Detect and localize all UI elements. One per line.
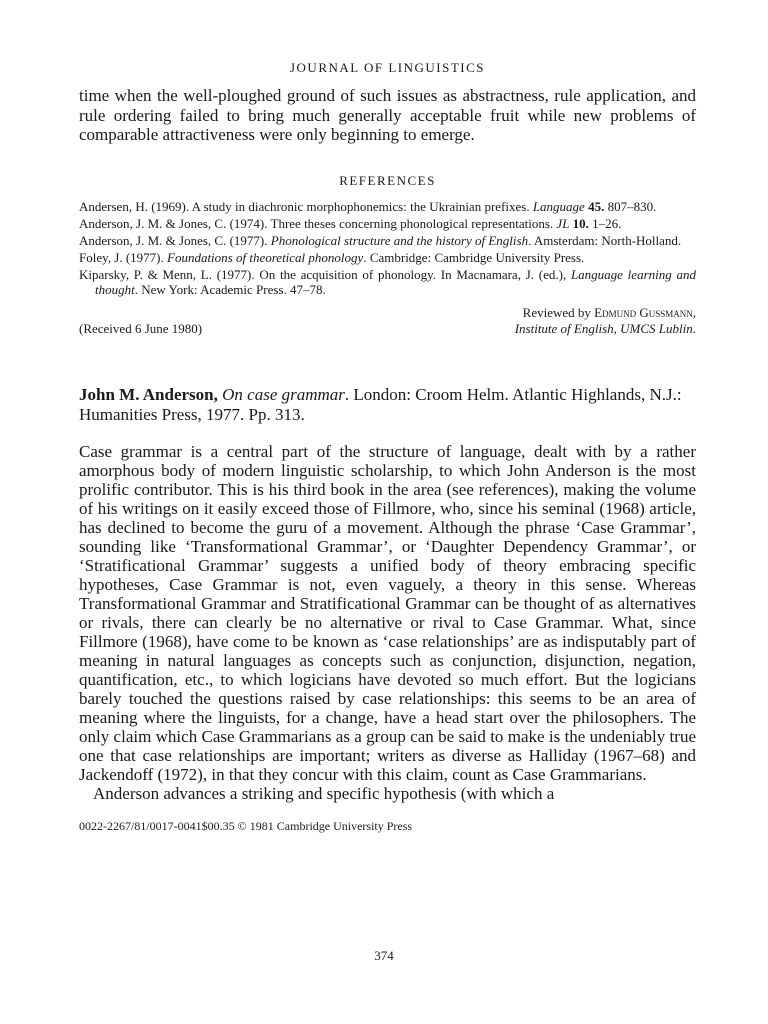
intro-paragraph: time when the well-ploughed ground of such issues as abstractness, rule application, and rule ordering failed to bring much generally acceptable fruit while new problems of comparable attractiveness were only beginning to emerge.	[79, 86, 696, 144]
body-paragraph: Case grammar is a central part of the structure of language, dealt with by a rather amorphous body of modern linguistic scholarship, to which John Anderson is the most prolific contributor. This is his third book in the area (see references), making the volume of his writings on it easily exceed those of Fillmore, who, since his seminal (1968) article, has declined to become the guru of a movement. Although the phrase ‘Case Grammar’, sounding like ‘Transformational Grammar’, or ‘Daughter Dependency Grammar’, or ‘Stratificational Grammar’ suggests a unified body of theory embracing specific hypotheses, Case Grammar is not, even vaguely, a theory in this sense. Whereas Transformational Grammar and Stratificational Grammar can be thought of as alternatives or rivals, there can clearly be no alternative or rival to Case Grammar. What, since Fillmore (1968), have come to be known as ‘case relationships’ are as indisputably part of meaning in natural languages as concepts such as conjunction, disjunction, negation, quantification, etc., to which logicians have devoted so much effort. But the logicians barely touched the questions raised by case relationships: this seems to be an area of meaning where the linguists, for a change, have a head start over the philosophers. The only claim which Case Grammarians as a group can be said to make is the undeniably true one that case relationships are important; writers as diverse as Halliday (1967–68) and Jackendoff (1972), in that they concur with this claim, count as Case Grammarians.	[79, 441, 696, 784]
review-body	[79, 442, 696, 803]
references-title: REFERENCES	[339, 172, 436, 188]
reviewer-prefix: Reviewed by	[522, 304, 595, 320]
reference-item: Anderson, J. M. & Jones, C. (1974). Three theses concerning phonological representations. JL 10. 1–26.	[79, 215, 622, 231]
review-heading	[79, 385, 696, 425]
reviewer-affiliation: Institute of English, UMCS Lublin.	[514, 320, 696, 336]
page-number: 374	[374, 948, 394, 963]
reference-item: Andersen, H. (1969). A study in diachronic morphophonemics: the Ukrainian prefixes. Language 45. 807–830.	[79, 198, 657, 214]
page	[79, 60, 696, 833]
reviewed-publication-details: . London: Croom Helm. Atlantic Highlands, N.J.: Humanities Press, 1977. Pp. 313.	[79, 384, 682, 424]
references-list	[79, 199, 696, 297]
reviewer-info	[515, 305, 696, 337]
reviewer-block	[79, 305, 696, 345]
body-paragraph: Anderson advances a striking and specific hypothesis (with which a	[93, 783, 555, 803]
received-date: (Received 6 June 1980)	[79, 320, 203, 336]
reference-item: Foley, J. (1977). Foundations of theoretical phonology. Cambridge: Cambridge University Press.	[79, 249, 585, 265]
reference-item: Anderson, J. M. & Jones, C. (1977). Phonological structure and the history of English. Amsterdam: North-Holland.	[79, 232, 682, 248]
running-head: JOURNAL OF LINGUISTICS	[289, 60, 486, 75]
reviewed-author: John M. Anderson,	[79, 384, 218, 404]
footer-copyright: 0022-2267/81/0017-0041$00.35 © 1981 Cambridge University Press	[79, 818, 413, 833]
reviewer-name: Edmund Gussmann,	[594, 304, 696, 320]
reviewed-title: On case grammar	[222, 384, 345, 404]
reference-item: Kiparsky, P. & Menn, L. (1977). On the acquisition of phonology. In Macnamara, J. (ed.), Language learning and thought. New York: Academic Press. 47–78.	[79, 266, 696, 297]
